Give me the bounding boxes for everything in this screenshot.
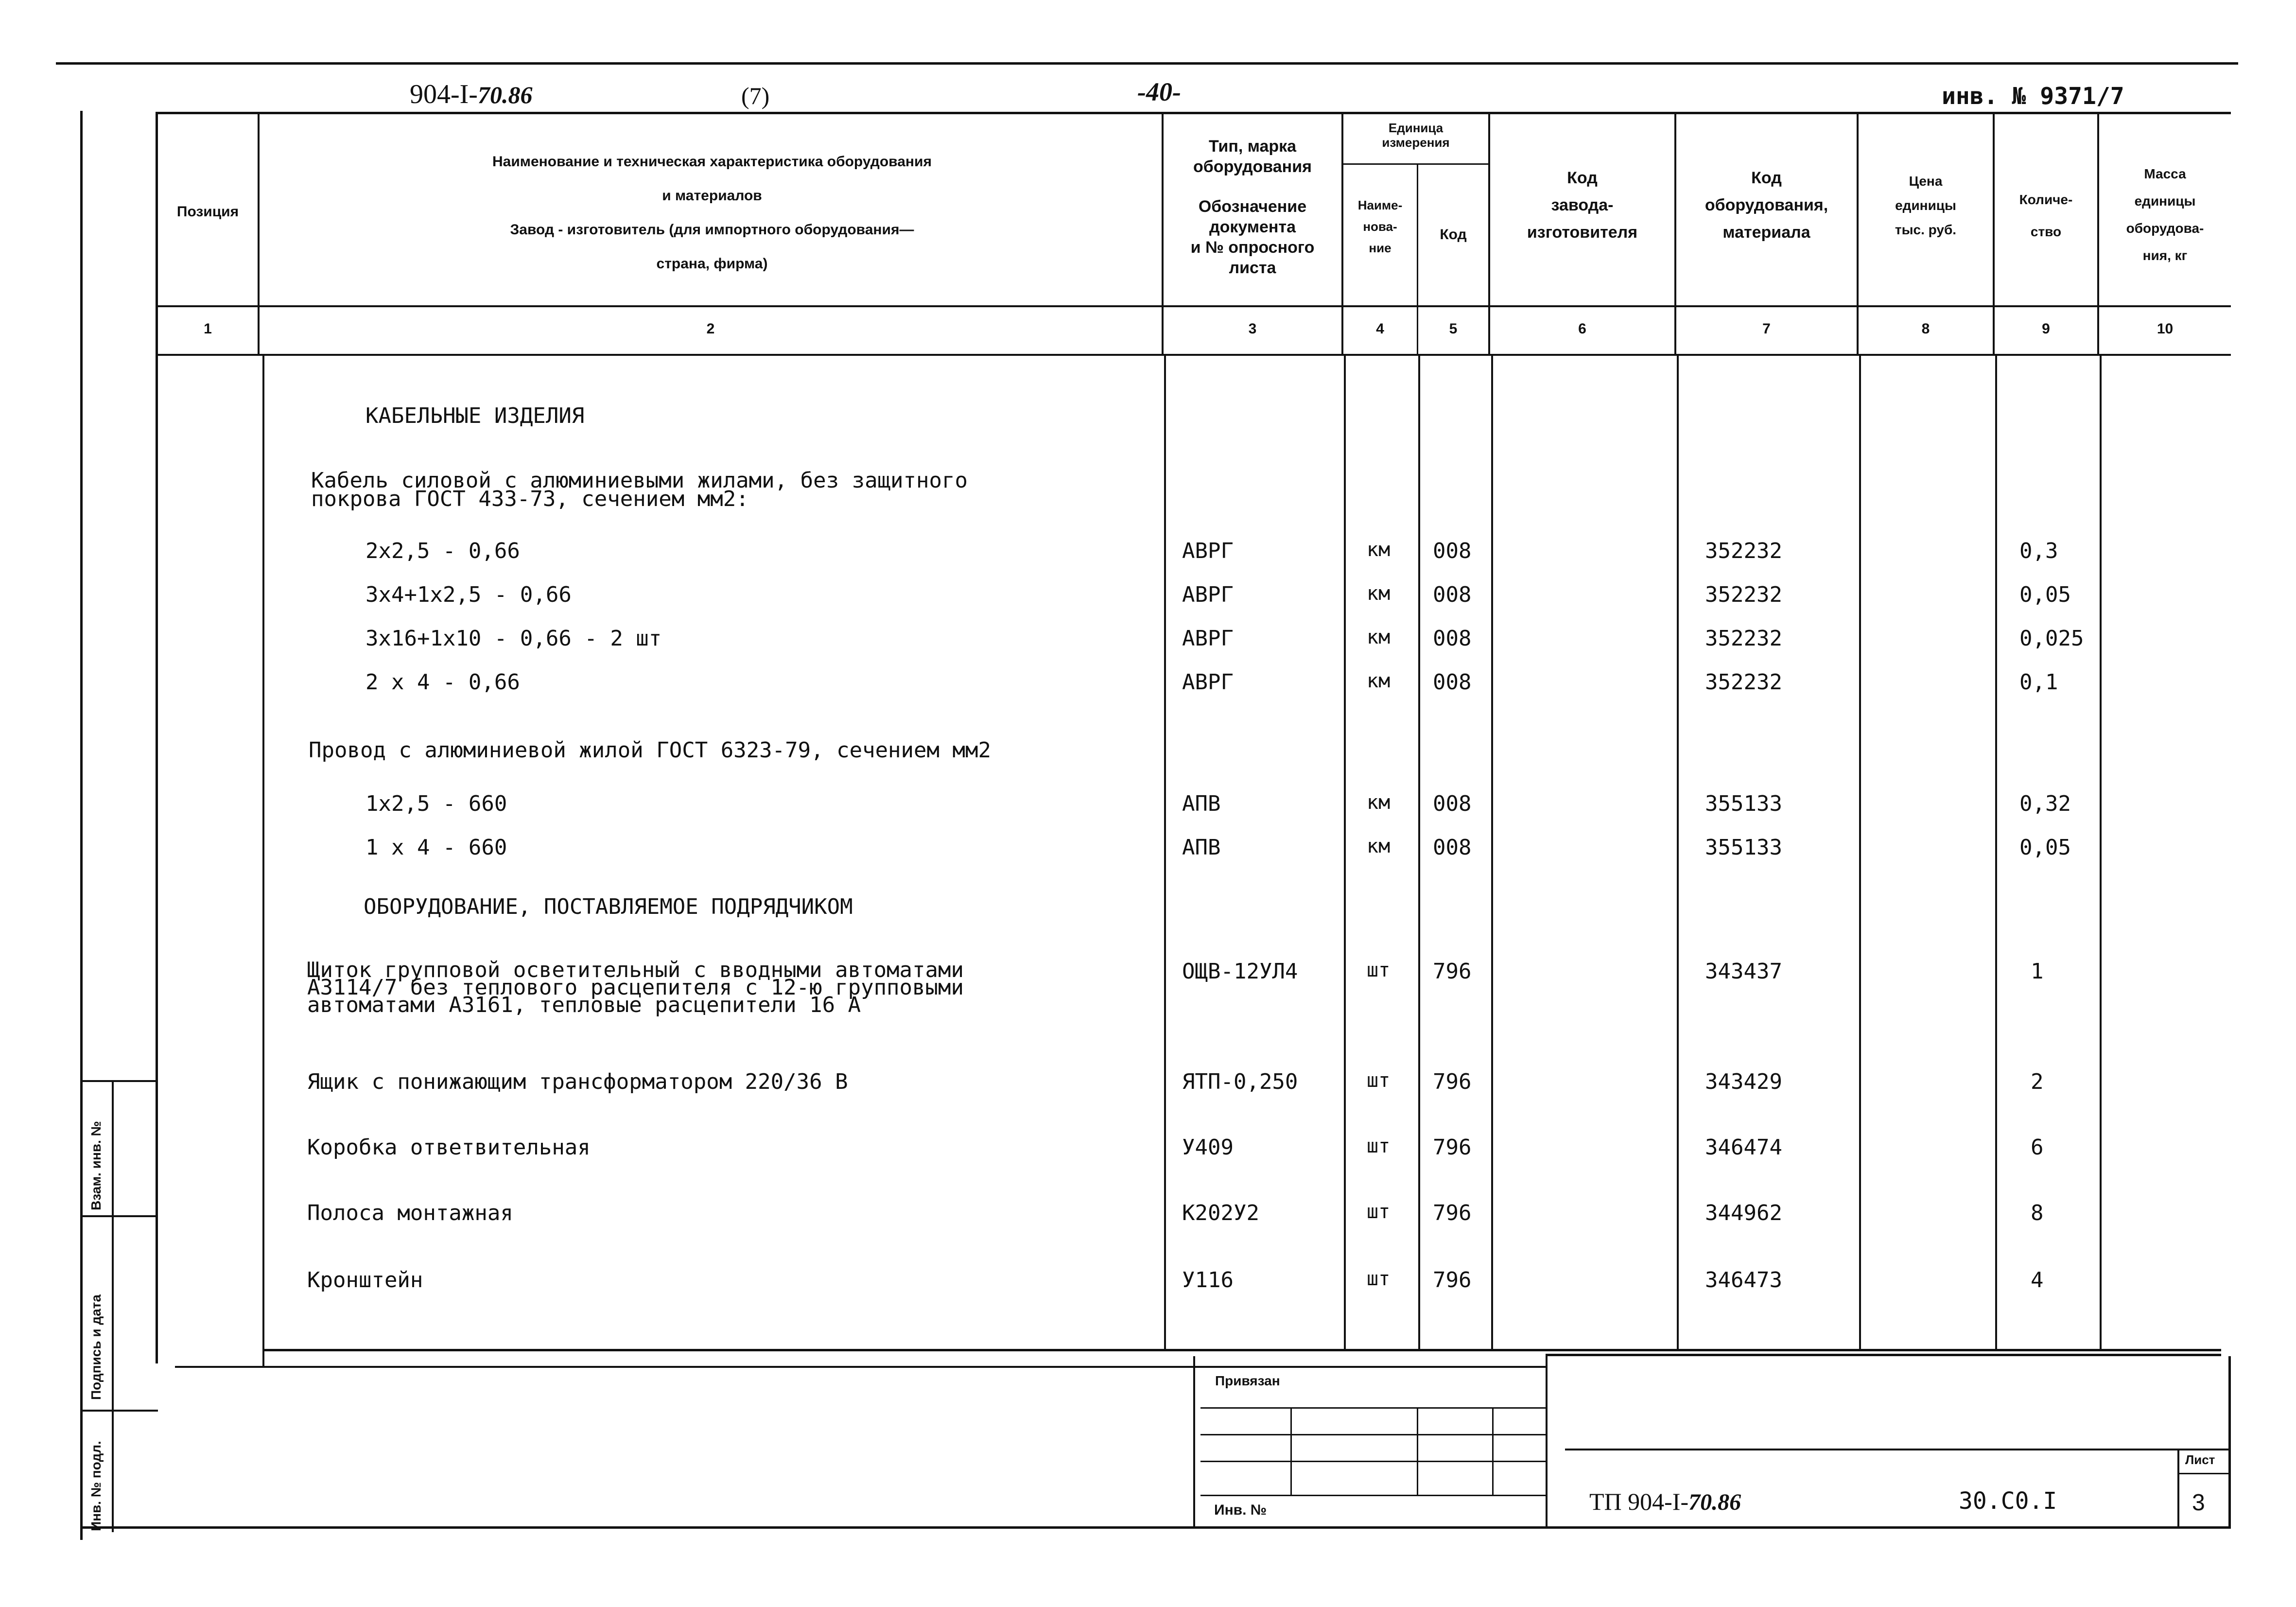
body-vline-9 [1995, 355, 1997, 1349]
section-contractor-title: ОБОРУДОВАНИЕ, ПОСТАВЛЯЕМОЕ ПОДРЯДЧИКОМ [364, 894, 853, 919]
header-name-block [262, 145, 1162, 281]
stamp-left-line [1193, 1356, 1195, 1529]
header-name-line1: Наименование и техническая характеристика оборудования [492, 154, 932, 170]
header-price-line1: Цена [1909, 174, 1943, 189]
row-unit: шт [1367, 1069, 1391, 1092]
row-unit-code: 008 [1433, 582, 1472, 607]
stamp-row-line-3 [1200, 1461, 1546, 1462]
header-doc-line4: листа [1229, 259, 1276, 277]
body-vline-8 [1859, 355, 1861, 1349]
row-type: АВРГ [1182, 670, 1234, 695]
header-price-line2: единицы [1895, 198, 1956, 213]
colnum-4: 4 [1376, 321, 1384, 337]
row-equip-code: 352232 [1705, 539, 1782, 563]
row-type: АПВ [1182, 791, 1221, 816]
side-box-inner [112, 1080, 114, 1532]
body-vline-2 [262, 355, 264, 1366]
row-qty: 0,05 [2019, 835, 2071, 860]
shield-description-line1: Щиток групповой осветительный с вводными автоматами [307, 958, 964, 982]
header-equip-line1: Код [1751, 169, 1782, 187]
row-unit: км [1367, 670, 1391, 692]
doc-part: (7) [741, 82, 770, 109]
side-signature-date: Подпись и дата [88, 1294, 104, 1400]
inventory-number: инв. № 9371/7 [1942, 83, 2124, 110]
colnum-7: 7 [1762, 321, 1771, 337]
header-type-line2: оборудования [1193, 157, 1312, 176]
row-qty: 0,3 [2019, 539, 2058, 563]
shield-description-line2: А3114/7 без теплового расцепителя с 12-ю групповыми [307, 975, 964, 1000]
shield-description-line3: автоматами А3161, тепловые расцепители 16 А [307, 993, 861, 1017]
header-doc-line3: и № опросного [1190, 238, 1315, 257]
header-name-line3: Завод - изготовитель (для импортного оборудования— [510, 222, 914, 238]
row-unit: шт [1367, 1135, 1391, 1157]
colnum-1: 1 [204, 321, 212, 337]
row-unit-code: 008 [1433, 626, 1472, 651]
row-type: АВРГ [1182, 539, 1234, 563]
stamp-row-line-4 [1200, 1495, 1546, 1496]
doc-code [410, 79, 532, 110]
body-vline-5 [1418, 355, 1420, 1349]
doc-code-print: 904-I- [410, 79, 478, 109]
header-mass-line4: ния, кг [2142, 248, 2188, 263]
row-qty: 4 [2031, 1268, 2044, 1293]
row-equip-code: 343437 [1705, 959, 1782, 984]
stamp-sheet-number: 3 [2192, 1490, 2205, 1516]
colnum-2: 2 [706, 321, 715, 337]
header-equip-line3: материала [1722, 223, 1810, 242]
colnum-bottom-line [156, 354, 2231, 356]
row-unit: км [1367, 835, 1391, 857]
row-name: Полоса монтажная [307, 1201, 513, 1225]
outer-top-line [56, 62, 2238, 65]
row-equip-code: 355133 [1705, 835, 1782, 860]
row-equip-code: 352232 [1705, 582, 1782, 607]
table-top-line [156, 112, 2231, 114]
row-unit: шт [1367, 1201, 1391, 1223]
header-mass-line2: единицы [2134, 193, 2196, 209]
stamp-sheet-label: Лист [2185, 1452, 2215, 1467]
section-cables-title: КАБЕЛЬНЫЕ ИЗДЕЛИЯ [365, 403, 585, 428]
cable-description [311, 468, 968, 511]
side-box-line-2 [80, 1410, 158, 1412]
header-price [1859, 169, 1993, 242]
stamp-attached: Привязан [1215, 1373, 1280, 1388]
header-type-line1: Тип, марка [1208, 137, 1297, 156]
header-price-line3: тыс. руб. [1895, 222, 1957, 237]
body-vline-3 [1164, 355, 1166, 1349]
row-equip-code: 352232 [1705, 626, 1782, 651]
stamp-vline-b [1417, 1407, 1418, 1495]
header-factory-line1: Код [1567, 169, 1598, 187]
header-unit-name-line2: нова- [1363, 219, 1397, 234]
stamp-sheet-code: 30.С0.I [1959, 1487, 2057, 1515]
row-equip-code: 344962 [1705, 1201, 1782, 1225]
header-unit [1343, 121, 1488, 150]
row-qty: 0,1 [2019, 670, 2058, 695]
row-unit-code: 796 [1433, 1201, 1472, 1225]
side-box-top [80, 1080, 158, 1082]
row-qty: 2 [2031, 1069, 2044, 1094]
row-type: АВРГ [1182, 582, 1234, 607]
row-unit-code: 008 [1433, 835, 1472, 860]
header-quantity-line2: ство [2030, 224, 2062, 239]
header-doc-line1: Обозначение [1198, 197, 1307, 216]
colnum-10: 10 [2157, 321, 2174, 337]
header-mass-line1: Масса [2144, 166, 2186, 181]
row-unit: км [1367, 582, 1391, 605]
side-replace-inv: Взам. инв. № [88, 1121, 104, 1210]
row-type: К202У2 [1182, 1201, 1259, 1225]
row-equip-code: 343429 [1705, 1069, 1782, 1094]
row-unit-code: 796 [1433, 1069, 1472, 1094]
row-unit: км [1367, 626, 1391, 648]
row-unit-code: 796 [1433, 1135, 1472, 1160]
row-type: ЯТП-0,250 [1182, 1069, 1298, 1094]
sheet-box-left [2177, 1449, 2179, 1526]
stamp-inv-no: Инв. № [1214, 1502, 1267, 1518]
row-type: У409 [1182, 1135, 1234, 1160]
row-name: 1х2,5 - 660 [365, 791, 507, 816]
header-type [1164, 136, 1341, 278]
header-name-line2: и материалов [662, 188, 762, 204]
header-unit-line2: измерения [1382, 135, 1450, 150]
stamp-vline-c [1492, 1407, 1494, 1495]
row-name: 3х4+1х2,5 - 0,66 [365, 582, 572, 607]
row-qty: 0,05 [2019, 582, 2071, 607]
row-name: 1 х 4 - 660 [365, 835, 507, 860]
header-name-line4: страна, фирма) [656, 256, 768, 272]
colnum-3: 3 [1248, 321, 1257, 337]
header-equip-line2: оборудования, [1705, 196, 1828, 214]
row-unit: шт [1367, 959, 1391, 981]
body-vline-10 [2100, 355, 2102, 1349]
header-mass [2099, 160, 2231, 269]
outer-right-line [2228, 1356, 2231, 1529]
row-name: 2х2,5 - 0,66 [365, 539, 520, 563]
stamp-doc-print: ТП 904-I- [1589, 1488, 1689, 1515]
side-box-line-1 [80, 1215, 158, 1217]
row-name: Коробка ответвительная [307, 1135, 591, 1160]
header-unit-name-line3: ние [1369, 241, 1392, 255]
stamp-doc-line [1565, 1449, 2228, 1450]
doc-code-handwritten: 70.86 [477, 81, 533, 108]
outer-bottom-line [80, 1526, 2231, 1529]
header-quantity-line1: Количе- [2019, 192, 2073, 207]
row-type: ОЩВ-12УЛ4 [1182, 959, 1298, 984]
stamp-top-line [175, 1366, 1546, 1368]
header-equip-code [1676, 164, 1857, 246]
colnum-8: 8 [1921, 321, 1930, 337]
row-qty: 8 [2031, 1201, 2044, 1225]
header-unit-line1: Единица [1388, 121, 1444, 135]
header-mass-line3: оборудова- [2126, 221, 2204, 236]
row-name: 2 х 4 - 0,66 [365, 670, 520, 695]
row-type: АВРГ [1182, 626, 1234, 651]
row-unit: км [1367, 791, 1391, 814]
row-unit-code: 796 [1433, 959, 1472, 984]
cable-description-line2: покрова ГОСТ 433-73, сечением мм2: [311, 487, 749, 511]
hdr-vline-1 [258, 112, 260, 355]
header-factory-line3: изготовителя [1527, 223, 1638, 242]
header-factory-line2: завода- [1551, 196, 1614, 214]
table-bottom-line [262, 1349, 2221, 1351]
row-unit-code: 008 [1433, 670, 1472, 695]
colnum-5: 5 [1449, 321, 1458, 337]
wire-description: Провод с алюминиевой жилой ГОСТ 6323-79, сечением мм2 [309, 738, 991, 763]
outer-left-line [80, 111, 83, 1540]
header-bottom-line [156, 305, 2231, 307]
row-equip-code: 352232 [1705, 670, 1782, 695]
body-vline-6 [1491, 355, 1493, 1349]
row-type: У116 [1182, 1268, 1234, 1293]
stamp-row-line-1 [1200, 1407, 1546, 1409]
header-quantity [1995, 184, 2097, 248]
stamp-vline-a [1290, 1407, 1292, 1495]
row-equip-code: 346473 [1705, 1268, 1782, 1293]
row-equip-code: 355133 [1705, 791, 1782, 816]
row-unit: км [1367, 539, 1391, 561]
body-vline-7 [1677, 355, 1679, 1349]
row-name: Кронштейн [307, 1268, 423, 1293]
row-unit-code: 008 [1433, 791, 1472, 816]
header-factory-code [1490, 164, 1674, 246]
header-doc-line2: документа [1209, 218, 1296, 236]
stamp-right-top-line [1546, 1354, 2221, 1356]
row-qty: 1 [2031, 959, 2044, 984]
row-equip-code: 346474 [1705, 1135, 1782, 1160]
stamp-mid-line [1546, 1356, 1548, 1529]
shield-description [307, 958, 964, 1017]
row-qty: 6 [2031, 1135, 2044, 1160]
cable-description-line1: Кабель силовой с алюминиевыми жилами, без защитного [311, 468, 968, 493]
row-type: АПВ [1182, 835, 1221, 860]
row-qty: 0,025 [2019, 626, 2084, 651]
header-position: Позиция [176, 204, 239, 220]
row-unit-code: 796 [1433, 1268, 1472, 1293]
hdr-vline-left [156, 112, 158, 1363]
header-unit-code: Код [1440, 227, 1467, 243]
row-unit-code: 008 [1433, 539, 1472, 563]
header-unit-name [1343, 194, 1417, 259]
row-name: 3х16+1х10 - 0,66 - 2 шт [365, 626, 662, 651]
row-name: Ящик с понижающим трансформатором 220/36 В [307, 1069, 848, 1094]
sheet-box-mid [2177, 1473, 2228, 1474]
colnum-9: 9 [2042, 321, 2050, 337]
colnum-6: 6 [1578, 321, 1586, 337]
row-unit: шт [1367, 1268, 1391, 1290]
side-inv-orig: Инв. № подл. [88, 1441, 104, 1531]
unit-sub-line [1342, 163, 1488, 165]
body-vline-4 [1344, 355, 1346, 1349]
row-qty: 0,32 [2019, 791, 2071, 816]
header-unit-name-line1: Наиме- [1357, 198, 1403, 212]
stamp-row-line-2 [1200, 1434, 1546, 1435]
page-mark: -40- [1137, 77, 1181, 106]
stamp-doc [1589, 1487, 1741, 1516]
stamp-doc-handwritten: 70.86 [1688, 1489, 1741, 1515]
